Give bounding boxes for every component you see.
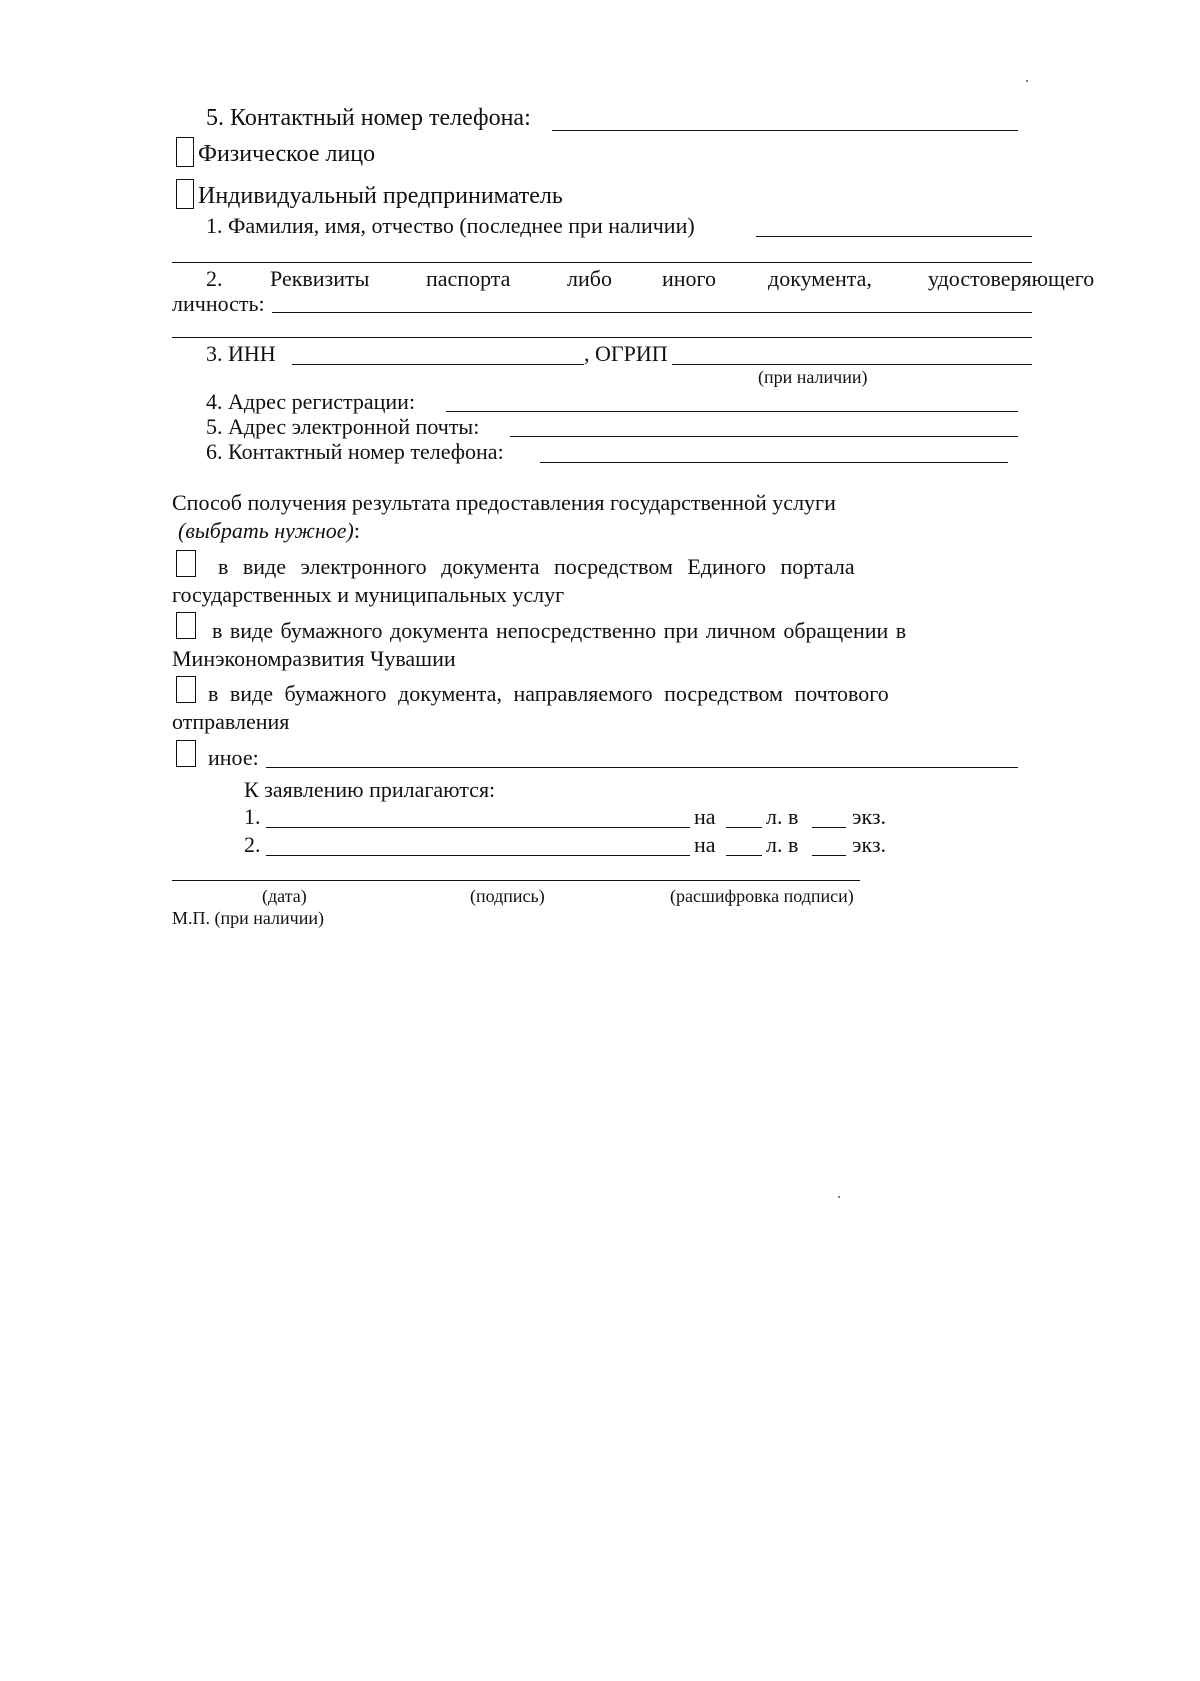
method-option-1-line2: государственных и муниципальных услуг xyxy=(172,582,565,607)
attachment-1-num: 1. xyxy=(244,804,261,829)
stamp-place-caption: М.П. (при наличии) xyxy=(172,908,324,928)
passport-word-2: паспорта xyxy=(426,266,511,291)
inn-field[interactable] xyxy=(292,364,584,365)
method-option-4-field[interactable] xyxy=(266,767,1018,768)
physical-person-label: Физическое лицо xyxy=(198,141,376,167)
method-choose-colon: : xyxy=(353,518,360,543)
attachment-1-copies-field[interactable] xyxy=(812,827,846,828)
attachment-1-na: на xyxy=(694,804,716,829)
method-option-2-line1: в виде бумажного документа непосредственно при личном обращении в xyxy=(212,618,907,643)
method-option-4-checkbox[interactable] xyxy=(176,740,196,767)
attachment-1-list: л. в xyxy=(766,804,799,829)
method-option-3-line1: в виде бумажного документа, направляемого посредством почтового xyxy=(208,681,889,706)
attachment-2-name-field[interactable] xyxy=(266,855,690,856)
ip-phone-field[interactable] xyxy=(540,462,1008,463)
passport-field[interactable] xyxy=(272,312,1032,313)
method-option-2-line2: Минэкономразвития Чувашии xyxy=(172,646,456,671)
signature-line[interactable] xyxy=(172,880,860,881)
attachment-2-num: 2. xyxy=(244,832,261,857)
ip-email-field[interactable] xyxy=(510,436,1018,437)
passport-word-1: Реквизиты xyxy=(270,266,370,291)
ip-fio-field[interactable] xyxy=(756,236,1032,237)
attachments-title: К заявлению прилагаются: xyxy=(244,777,496,802)
ip-checkbox[interactable] xyxy=(176,179,194,209)
physical-person-checkbox[interactable] xyxy=(176,137,194,167)
method-option-1-line1: в виде электронного документа посредством Единого портала xyxy=(218,554,855,579)
passport-word-4: иного xyxy=(662,266,717,291)
passport-field-line2[interactable] xyxy=(172,337,1032,338)
inn-label: 3. ИНН xyxy=(206,341,276,366)
attachment-2-na: на xyxy=(694,832,716,857)
method-option-3-checkbox[interactable] xyxy=(176,676,196,703)
attachment-2-copies-field[interactable] xyxy=(812,855,846,856)
passport-word-3: либо xyxy=(567,266,612,291)
attachment-2-copies: экз. xyxy=(852,832,887,857)
passport-line2-label: личность: xyxy=(172,291,265,316)
method-option-3-line2: отправления xyxy=(172,709,290,734)
ogrip-label: , ОГРИП xyxy=(584,341,668,366)
method-option-1-checkbox[interactable] xyxy=(176,550,196,577)
method-option-2-checkbox[interactable] xyxy=(176,612,196,639)
scan-speck xyxy=(838,1196,840,1198)
passport-word-5: документа, xyxy=(768,266,872,291)
ip-email-label: 5. Адрес электронной почты: xyxy=(206,414,480,439)
method-option-4-label: иное: xyxy=(208,745,259,770)
ogrip-field[interactable] xyxy=(672,364,1032,365)
passport-word-6: удостоверяющего xyxy=(928,266,1095,291)
attachment-2-pages-field[interactable] xyxy=(726,855,762,856)
signature-sign-caption: (подпись) xyxy=(470,886,545,906)
legal-phone-label: 5. Контактный номер телефона: xyxy=(206,105,531,131)
ip-fio-label: 1. Фамилия, имя, отчество (последнее при наличии) xyxy=(206,213,695,238)
ip-address-field[interactable] xyxy=(446,411,1018,412)
scan-speck xyxy=(1026,80,1028,82)
attachment-1-pages-field[interactable] xyxy=(726,827,762,828)
attachment-1-name-field[interactable] xyxy=(266,827,690,828)
attachment-1-copies: экз. xyxy=(852,804,887,829)
ip-phone-label: 6. Контактный номер телефона: xyxy=(206,439,504,464)
passport-word-0: 2. xyxy=(206,266,223,291)
ogrip-note: (при наличии) xyxy=(758,367,868,387)
legal-phone-field[interactable] xyxy=(552,130,1018,131)
ip-label: Индивидуальный предприниматель xyxy=(198,183,563,209)
attachment-2-list: л. в xyxy=(766,832,799,857)
method-title: Способ получения результата предоставления государственной услуги xyxy=(172,490,836,515)
method-choose-text: (выбрать нужное) xyxy=(178,518,354,543)
ip-fio-field-line2[interactable] xyxy=(172,262,1032,263)
signature-decode-caption: (расшифровка подписи) xyxy=(670,886,854,906)
ip-address-label: 4. Адрес регистрации: xyxy=(206,389,416,414)
method-choose-hint xyxy=(178,520,360,542)
signature-date-caption: (дата) xyxy=(262,886,307,906)
